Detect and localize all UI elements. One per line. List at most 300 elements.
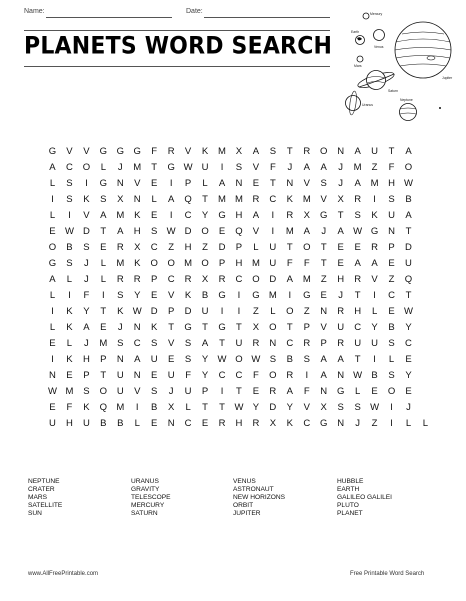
grid-letter[interactable]: T [236,322,242,333]
grid-letter[interactable]: U [269,242,277,253]
grid-letter[interactable]: O [201,226,209,237]
grid-letter[interactable]: S [151,386,158,397]
grid-letter[interactable]: T [388,146,395,157]
grid-letter[interactable]: O [150,258,158,269]
grid-letter[interactable]: G [184,322,192,333]
grid-letter[interactable]: L [371,306,378,317]
grid-letter[interactable]: H [184,242,192,253]
grid-letter[interactable]: H [388,178,395,189]
grid-letter[interactable]: S [320,178,327,189]
grid-letter[interactable]: P [184,178,192,189]
grid-letter[interactable]: X [269,418,277,429]
grid-letter[interactable]: P [303,322,310,333]
grid-letter[interactable]: G [99,146,108,157]
grid-letter[interactable]: J [338,162,344,173]
grid-letter[interactable]: R [167,146,175,157]
grid-letter[interactable]: O [167,258,175,269]
grid-letter[interactable]: K [66,322,73,333]
grid-letter[interactable]: T [100,226,107,237]
grid-letter[interactable]: U [371,146,379,157]
grid-letter[interactable]: E [405,386,412,397]
grid-letter[interactable]: V [303,402,310,413]
grid-letter[interactable]: G [252,290,260,301]
grid-letter[interactable]: T [236,386,242,397]
grid-letter[interactable]: M [268,290,277,301]
grid-letter[interactable]: U [116,370,124,381]
grid-letter[interactable]: V [66,146,73,157]
grid-letter[interactable]: M [235,194,243,205]
grid-letter[interactable]: M [251,258,260,269]
grid-letter[interactable]: M [353,162,362,173]
grid-letter[interactable]: A [134,354,141,365]
grid-letter[interactable]: E [49,338,56,349]
grid-letter[interactable]: E [151,370,158,381]
grid-letter[interactable]: B [117,418,124,429]
grid-letter[interactable]: C [235,370,243,381]
grid-letter[interactable]: K [184,290,192,301]
grid-letter[interactable]: H [235,210,243,221]
grid-letter[interactable]: R [354,194,362,205]
grid-letter[interactable]: F [253,370,259,381]
grid-letter[interactable]: I [373,290,376,301]
grid-letter[interactable]: E [320,290,327,301]
grid-letter[interactable]: R [218,274,226,285]
grid-letter[interactable]: J [338,290,344,301]
grid-letter[interactable]: B [405,194,412,205]
grid-letter[interactable]: L [388,354,395,365]
grid-letter[interactable]: O [82,162,91,173]
grid-letter[interactable]: E [49,226,56,237]
grid-letter[interactable]: J [168,386,174,397]
grid-letter[interactable]: D [150,306,158,317]
grid-letter[interactable]: M [184,258,193,269]
grid-letter[interactable]: S [303,354,310,365]
grid-letter[interactable]: U [116,386,124,397]
grid-letter[interactable]: I [68,210,71,221]
grid-letter[interactable]: U [371,338,379,349]
grid-letter[interactable]: L [202,178,208,189]
grid-letter[interactable]: T [219,338,225,349]
grid-letter[interactable]: J [117,162,123,173]
grid-letter[interactable]: C [150,242,158,253]
grid-letter[interactable]: G [303,290,311,301]
grid-letter[interactable]: A [371,258,378,269]
grid-letter[interactable]: Y [286,402,293,413]
grid-letter[interactable]: C [286,338,294,349]
grid-letter[interactable]: Q [404,274,413,285]
grid-letter[interactable]: G [320,418,328,429]
grid-letter[interactable]: P [151,274,158,285]
grid-letter[interactable]: M [370,178,379,189]
grid-letter[interactable]: T [151,162,158,173]
grid-letter[interactable]: X [303,210,310,221]
grid-letter[interactable]: D [184,306,192,317]
grid-letter[interactable]: U [49,418,56,429]
grid-letter[interactable]: P [218,258,226,269]
grid-letter[interactable]: T [320,242,327,253]
grid-letter[interactable]: I [85,178,88,189]
grid-letter[interactable]: Q [184,194,192,205]
grid-letter[interactable]: L [100,162,106,173]
grid-letter[interactable]: F [286,258,293,269]
grid-letter[interactable]: S [83,242,90,253]
grid-letter[interactable]: W [183,162,193,173]
grid-letter[interactable]: A [405,210,412,221]
grid-letter[interactable]: Z [371,162,378,173]
grid-letter[interactable]: A [83,322,90,333]
grid-letter[interactable]: R [252,418,260,429]
grid-letter[interactable]: S [100,194,107,205]
grid-letter[interactable]: C [303,418,311,429]
grid-letter[interactable]: L [354,386,361,397]
grid-letter[interactable]: N [167,418,175,429]
grid-letter[interactable]: L [49,290,56,301]
grid-letter[interactable]: K [83,194,90,205]
grid-letter[interactable]: N [320,306,328,317]
grid-letter[interactable]: K [83,402,90,413]
grid-letter[interactable]: L [253,242,259,253]
grid-letter[interactable]: V [303,178,310,189]
grid-letter[interactable]: E [252,386,260,397]
grid-letter[interactable]: X [337,194,344,205]
grid-letter[interactable]: A [117,226,124,237]
grid-letter[interactable]: S [337,402,344,413]
grid-letter[interactable]: C [184,418,192,429]
grid-letter[interactable]: A [49,162,56,173]
grid-letter[interactable]: A [49,274,56,285]
grid-letter[interactable]: S [354,210,361,221]
grid-letter[interactable]: U [235,338,243,349]
grid-letter[interactable]: B [100,418,107,429]
grid-letter[interactable]: T [202,402,208,413]
grid-letter[interactable]: Q [235,226,243,237]
grid-letter[interactable]: T [100,370,107,381]
grid-letter[interactable]: I [271,226,275,237]
grid-letter[interactable]: H [235,418,243,429]
grid-letter[interactable]: M [285,226,294,237]
grid-letter[interactable]: I [390,402,393,413]
grid-letter[interactable]: H [337,274,345,285]
grid-letter[interactable]: J [287,162,293,173]
grid-letter[interactable]: R [252,338,260,349]
grid-letter[interactable]: E [151,290,158,301]
grid-letter[interactable]: Z [253,306,259,317]
grid-letter[interactable]: B [371,370,378,381]
grid-letter[interactable]: E [151,210,158,221]
grid-letter[interactable]: U [354,338,362,349]
grid-letter[interactable]: I [288,290,292,301]
grid-letter[interactable]: N [337,418,345,429]
grid-letter[interactable]: E [49,402,56,413]
grid-letter[interactable]: U [167,370,175,381]
grid-letter[interactable]: O [269,322,277,333]
grid-letter[interactable]: N [116,354,124,365]
grid-letter[interactable]: W [353,226,363,237]
grid-letter[interactable]: R [116,242,124,253]
grid-letter[interactable]: A [100,210,107,221]
grid-letter[interactable]: U [269,258,277,269]
grid-letter[interactable]: P [201,386,209,397]
grid-letter[interactable]: E [337,258,344,269]
grid-letter[interactable]: M [116,258,125,269]
grid-letter[interactable]: J [338,178,344,189]
grid-letter[interactable]: S [354,402,361,413]
grid-letter[interactable]: V [252,162,260,173]
grid-letter[interactable]: Q [99,402,108,413]
grid-letter[interactable]: P [235,242,243,253]
grid-letter[interactable]: A [320,370,327,381]
grid-letter[interactable]: Z [388,274,395,285]
grid-letter[interactable]: J [84,258,89,269]
grid-letter[interactable]: J [406,402,411,413]
grid-letter[interactable]: Y [371,322,378,333]
grid-letter[interactable]: I [373,354,376,365]
grid-letter[interactable]: X [320,402,327,413]
grid-letter[interactable]: S [235,162,243,173]
grid-letter[interactable]: L [49,210,56,221]
grid-letter[interactable]: V [167,290,175,301]
grid-letter[interactable]: E [100,242,107,253]
grid-letter[interactable]: K [151,322,158,333]
grid-letter[interactable]: T [354,290,361,301]
grid-letter[interactable]: T [202,194,208,205]
grid-letter[interactable]: O [303,242,311,253]
grid-letter[interactable]: A [405,146,412,157]
grid-letter[interactable]: I [169,178,173,189]
grid-letter[interactable]: L [422,418,429,429]
grid-letter[interactable]: G [218,290,226,301]
grid-letter[interactable]: E [337,242,344,253]
grid-letter[interactable]: G [320,210,328,221]
grid-letter[interactable]: O [320,146,328,157]
grid-letter[interactable]: W [370,402,380,413]
grid-letter[interactable]: H [82,354,90,365]
grid-letter[interactable]: G [133,146,141,157]
grid-letter[interactable]: I [237,290,241,301]
grid-letter[interactable]: H [133,226,141,237]
grid-letter[interactable]: A [337,354,344,365]
grid-letter[interactable]: S [66,178,73,189]
grid-letter[interactable]: R [337,306,345,317]
grid-letter[interactable]: A [320,162,327,173]
grid-letter[interactable]: J [84,338,89,349]
grid-letter[interactable]: G [99,178,108,189]
grid-letter[interactable]: Y [134,290,141,301]
grid-letter[interactable]: A [337,226,344,237]
grid-letter[interactable]: S [151,226,158,237]
grid-letter[interactable]: E [388,258,395,269]
grid-letter[interactable]: A [218,178,226,189]
grid-letter[interactable]: I [102,290,105,301]
grid-letter[interactable]: D [218,242,226,253]
grid-letter[interactable]: N [286,178,294,189]
grid-letter[interactable]: S [184,338,192,349]
grid-letter[interactable]: R [354,274,362,285]
grid-letter[interactable]: E [371,386,378,397]
grid-letter[interactable]: R [116,274,124,285]
grid-letter[interactable]: J [355,418,360,429]
grid-letter[interactable]: V [83,210,90,221]
footer-website[interactable]: www.AllFreePrintable.com [28,571,99,577]
grid-letter[interactable]: N [116,178,124,189]
grid-letter[interactable]: E [388,306,395,317]
grid-letter[interactable]: V [134,178,141,189]
grid-letter[interactable]: E [252,178,260,189]
grid-letter[interactable]: V [167,338,175,349]
grid-letter[interactable]: T [405,290,412,301]
grid-letter[interactable]: E [151,178,158,189]
grid-letter[interactable]: E [66,370,73,381]
grid-letter[interactable]: A [201,338,209,349]
grid-letter[interactable]: R [218,418,226,429]
grid-letter[interactable]: K [286,194,293,205]
grid-letter[interactable]: M [218,194,226,205]
grid-letter[interactable]: O [235,354,243,365]
grid-letter[interactable]: Y [252,402,260,413]
grid-letter[interactable]: D [82,226,90,237]
grid-letter[interactable]: T [219,402,225,413]
grid-letter[interactable]: W [404,178,413,189]
grid-letter[interactable]: C [133,338,141,349]
grid-letter[interactable]: T [354,354,361,365]
grid-letter[interactable]: G [336,386,345,397]
grid-letter[interactable]: V [184,146,192,157]
grid-letter[interactable]: E [100,322,107,333]
grid-letter[interactable]: F [269,162,276,173]
grid-letter[interactable]: Z [320,274,327,285]
grid-letter[interactable]: Z [371,418,378,429]
grid-letter[interactable]: K [286,418,293,429]
grid-letter[interactable]: X [167,402,175,413]
grid-letter[interactable]: I [135,402,139,413]
grid-letter[interactable]: Z [202,242,208,253]
grid-letter[interactable]: O [387,386,396,397]
grid-letter[interactable]: T [269,178,276,189]
grid-letter[interactable]: A [354,258,361,269]
grid-letter[interactable]: R [371,242,379,253]
grid-letter[interactable]: A [303,226,310,237]
grid-letter[interactable]: L [49,322,56,333]
grid-letter[interactable]: Z [168,242,175,253]
grid-letter[interactable]: I [68,290,71,301]
grid-letter[interactable]: Z [303,306,310,317]
grid-letter[interactable]: O [286,306,294,317]
grid-letter[interactable]: I [237,306,241,317]
grid-letter[interactable]: U [82,418,90,429]
grid-letter[interactable]: K [371,210,378,221]
grid-letter[interactable]: L [270,306,276,317]
grid-letter[interactable]: V [83,146,90,157]
grid-letter[interactable]: S [66,194,73,205]
grid-letter[interactable]: U [201,306,209,317]
grid-letter[interactable]: N [133,194,141,205]
grid-letter[interactable]: W [64,226,74,237]
grid-letter[interactable]: C [405,338,412,349]
grid-letter[interactable]: I [220,306,224,317]
grid-letter[interactable]: I [51,354,54,365]
grid-letter[interactable]: K [134,258,141,269]
grid-letter[interactable]: T [100,306,107,317]
grid-letter[interactable]: I [305,370,309,381]
grid-letter[interactable]: V [134,386,141,397]
grid-letter[interactable]: I [51,306,54,317]
grid-letter[interactable]: G [116,146,124,157]
grid-letter[interactable]: N [337,370,345,381]
grid-letter[interactable]: O [252,274,260,285]
grid-letter[interactable]: X [235,146,243,157]
grid-letter[interactable]: V [371,274,378,285]
grid-letter[interactable]: O [48,242,57,253]
grid-letter[interactable]: L [134,418,140,429]
grid-letter[interactable]: E [151,418,158,429]
grid-letter[interactable]: G [48,146,57,157]
grid-letter[interactable]: S [388,338,395,349]
grid-letter[interactable]: S [388,194,395,205]
grid-letter[interactable]: C [218,370,226,381]
grid-letter[interactable]: Y [201,354,209,365]
grid-letter[interactable]: R [337,338,345,349]
grid-letter[interactable]: P [83,370,90,381]
grid-letter[interactable]: R [303,338,311,349]
grid-letter[interactable]: T [286,146,293,157]
grid-letter[interactable]: R [252,194,260,205]
grid-letter[interactable]: D [184,226,192,237]
grid-letter[interactable]: X [134,242,141,253]
grid-letter[interactable]: O [99,386,108,397]
grid-letter[interactable]: T [337,210,344,221]
grid-letter[interactable]: L [151,194,157,205]
grid-letter[interactable]: T [202,322,208,333]
grid-letter[interactable]: S [83,386,90,397]
grid-letter[interactable]: J [84,274,89,285]
grid-letter[interactable]: X [252,322,260,333]
grid-letter[interactable]: D [269,402,277,413]
grid-letter[interactable]: L [49,178,56,189]
grid-letter[interactable]: M [65,386,74,397]
grid-letter[interactable]: X [117,194,124,205]
grid-letter[interactable]: F [303,386,310,397]
grid-letter[interactable]: H [354,306,362,317]
grid-letter[interactable]: A [252,210,260,221]
grid-letter[interactable]: M [133,162,142,173]
grid-letter[interactable]: F [151,146,158,157]
grid-letter[interactable]: M [116,402,125,413]
grid-letter[interactable]: I [373,194,376,205]
grid-letter[interactable]: E [405,354,412,365]
grid-letter[interactable]: P [320,338,327,349]
grid-letter[interactable]: N [269,338,277,349]
grid-letter[interactable]: H [65,418,73,429]
grid-letter[interactable]: C [269,194,277,205]
grid-letter[interactable]: K [117,306,124,317]
grid-letter[interactable]: S [269,146,277,157]
grid-letter[interactable]: W [353,370,363,381]
grid-letter[interactable]: Y [201,210,209,221]
grid-letter[interactable]: K [134,210,141,221]
grid-letter[interactable]: B [201,290,209,301]
grid-letter[interactable]: L [405,418,412,429]
grid-letter[interactable]: U [388,210,395,221]
grid-letter[interactable]: D [405,242,412,253]
grid-letter[interactable]: F [388,162,395,173]
grid-letter[interactable]: S [66,258,73,269]
grid-letter[interactable]: W [47,386,57,397]
grid-letter[interactable]: I [169,210,173,221]
grid-letter[interactable]: W [166,226,176,237]
grid-letter[interactable]: K [66,306,73,317]
grid-letter[interactable]: L [185,402,191,413]
grid-letter[interactable]: O [269,370,277,381]
